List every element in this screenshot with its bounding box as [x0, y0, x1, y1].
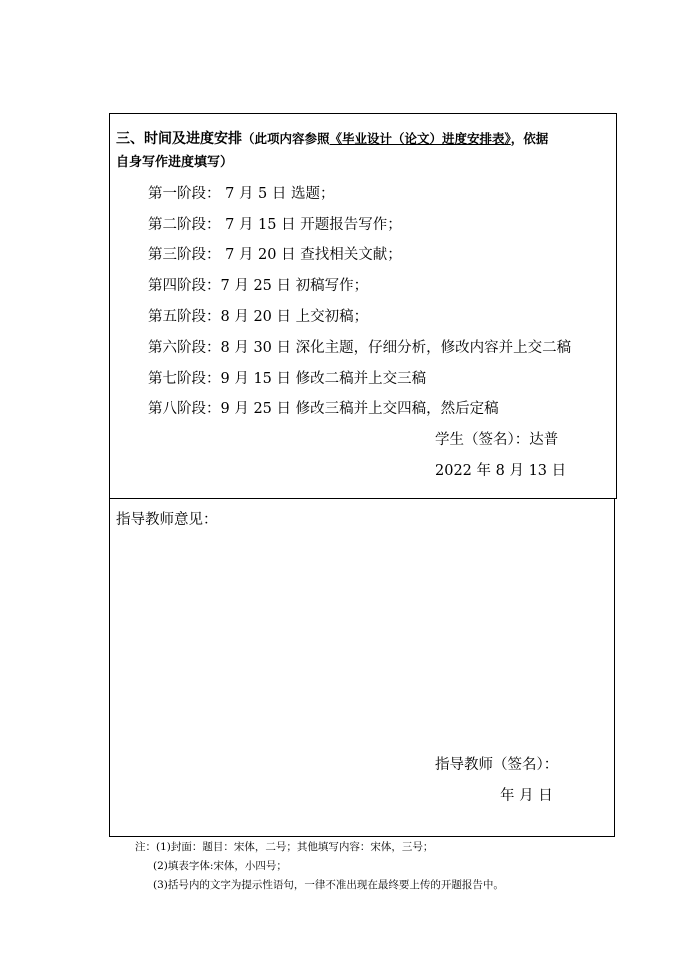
student-date: 2022 年 8 月 13 日 [435, 463, 567, 479]
stage-5: 第五阶段：8 月 20 日 上交初稿； [148, 309, 369, 325]
stage-4: 第四阶段：7 月 25 日 初稿写作； [148, 278, 369, 294]
student-signature: 学生（签名）：达普 [435, 432, 559, 448]
advisor-date: 年 月 日 [500, 788, 553, 804]
section-title: 三、时间及进度安排 [116, 131, 242, 147]
heading-note: （此项内容参照《毕业设计（论文）进度安排表》，依据 [242, 131, 549, 146]
footnote-3: (3)括号内的文字为提示性语句，一律不准出现在最终要上传的开题报告中。 [153, 879, 504, 891]
footnote-2: (2)填表字体:宋体，小四号； [153, 860, 287, 872]
heading-note-reference: 《毕业设计（论文）进度安排表》 [329, 131, 511, 146]
stage-8: 第八阶段：9 月 25 日 修改三稿并上交四稿，然后定稿 [148, 401, 499, 417]
section-heading [116, 124, 614, 154]
stage-7: 第七阶段：9 月 15 日 修改二稿并上交三稿 [148, 371, 427, 387]
advisor-signature: 指导教师（签名）： [435, 757, 559, 773]
stage-1: 第一阶段： 7 月 5 日 选题； [148, 186, 335, 202]
stage-6: 第六阶段：8 月 30 日 深化主题，仔细分析，修改内容并上交二稿 [148, 340, 572, 356]
section-heading-line2: 自身写作进度填写） [116, 155, 234, 170]
stage-3: 第三阶段： 7 月 20 日 查找相关文献； [148, 247, 402, 263]
stage-2: 第二阶段： 7 月 15 日 开题报告写作； [148, 217, 402, 233]
advisor-opinion-label: 指导教师意见： [116, 512, 218, 528]
footnotes [135, 838, 504, 895]
footnote-1: 注：(1)封面：题目：宋体，二号；其他填写内容：宋体，三号； [135, 841, 434, 853]
